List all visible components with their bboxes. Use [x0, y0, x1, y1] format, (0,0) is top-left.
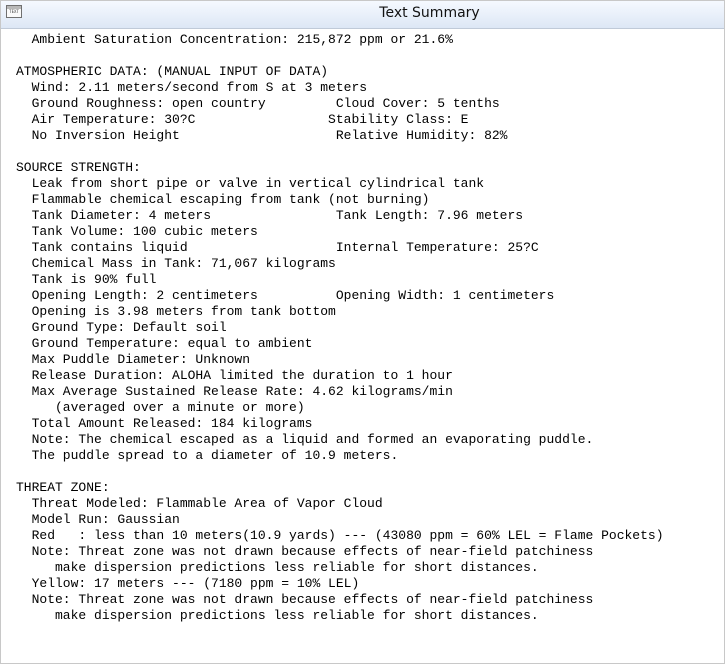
- title-bar[interactable]: [1, 1, 724, 29]
- summary-line: Model Run: Gaussian: [16, 512, 180, 527]
- summary-line: Leak from short pipe or valve in vertical cylindrical tank: [16, 176, 485, 191]
- app-icon-label: TEXT: [9, 9, 19, 14]
- summary-line: Chemical Mass in Tank: 71,067 kilograms: [16, 256, 336, 271]
- summary-line: Tank Volume: 100 cubic meters: [16, 224, 258, 239]
- summary-line: Note: The chemical escaped as a liquid and formed an evaporating puddle.: [16, 432, 594, 447]
- summary-line: Note: Threat zone was not drawn because effects of near-field patchiness: [16, 544, 594, 559]
- summary-line: Ambient Saturation Concentration: 215,872 ppm or 21.6%: [16, 32, 453, 47]
- summary-line: [16, 464, 724, 480]
- summary-line: Release Duration: ALOHA limited the duration to 1 hour: [16, 368, 453, 383]
- window-title: Text Summary: [379, 5, 480, 21]
- summary-line: Flammable chemical escaping from tank (not burning): [16, 192, 430, 207]
- summary-line: Red : less than 10 meters(10.9 yards) --- (43080 ppm = 60% LEL = Flame Pockets): [16, 528, 664, 543]
- summary-line: Note: Threat zone was not drawn because effects of near-field patchiness: [16, 592, 594, 607]
- summary-line: Total Amount Released: 184 kilograms: [16, 416, 313, 431]
- summary-line: Tank contains liquid Internal Temperature: 25?C: [16, 240, 539, 255]
- summary-line: THREAT ZONE:: [16, 480, 110, 495]
- summary-line: Tank Diameter: 4 meters Tank Length: 7.96 meters: [16, 208, 524, 223]
- summary-line: The puddle spread to a diameter of 10.9 meters.: [16, 448, 399, 463]
- summary-line: Yellow: 17 meters --- (7180 ppm = 10% LEL): [16, 576, 360, 591]
- summary-line: Max Puddle Diameter: Unknown: [16, 352, 251, 367]
- summary-line: Wind: 2.11 meters/second from S at 3 meters: [16, 80, 368, 95]
- summary-line: (averaged over a minute or more): [16, 400, 305, 415]
- summary-line: No Inversion Height Relative Humidity: 82%: [16, 128, 508, 143]
- summary-line: Opening is 3.98 meters from tank bottom: [16, 304, 336, 319]
- summary-line: make dispersion predictions less reliable for short distances.: [16, 608, 539, 623]
- summary-line: [16, 48, 724, 64]
- summary-line: Opening Length: 2 centimeters Opening Width: 1 centimeters: [16, 288, 555, 303]
- summary-line: make dispersion predictions less reliable for short distances.: [16, 560, 539, 575]
- summary-line: Air Temperature: 30?C Stability Class: E: [16, 112, 469, 127]
- summary-line: ATMOSPHERIC DATA: (MANUAL INPUT OF DATA): [16, 64, 329, 79]
- summary-text-area[interactable]: [1, 29, 724, 663]
- summary-line: Threat Modeled: Flammable Area of Vapor Cloud: [16, 496, 383, 511]
- summary-line: Ground Roughness: open country Cloud Cover: 5 tenths: [16, 96, 500, 111]
- summary-line: Ground Type: Default soil: [16, 320, 227, 335]
- summary-line: Tank is 90% full: [16, 272, 157, 287]
- summary-line: [16, 144, 724, 160]
- summary-line: SOURCE STRENGTH:: [16, 160, 141, 175]
- summary-line: Max Average Sustained Release Rate: 4.62 kilograms/min: [16, 384, 453, 399]
- summary-line: Ground Temperature: equal to ambient: [16, 336, 313, 351]
